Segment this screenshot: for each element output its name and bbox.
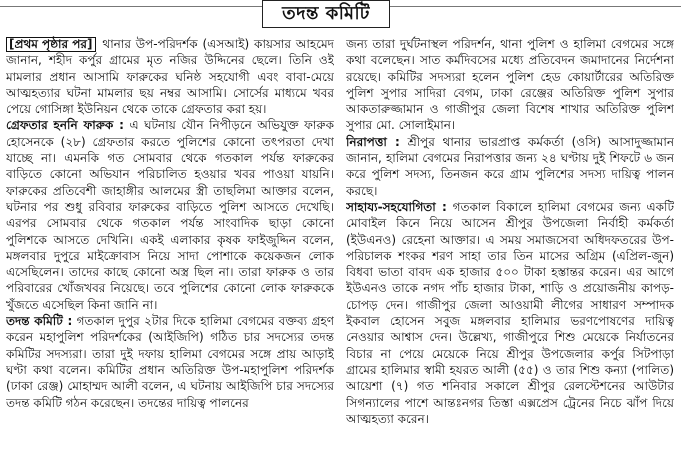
- paragraph-text: গতকাল বিকালে হালিমা বেগমের জন্য একটি মোবাইল কিনে নিয়ে আসেন শ্রীপুর উপজেলা নির্বাহী কর্মকর্তা (ইউএনও) রেহেনা আক্তার। এ সময় সমাজসেবা অধিদফতরের উপ-পরিচালক শংকর শরণ সাহা তার তিন মাসের অগ্রিম (এপ্রিল-জুন) বিধবা ভাতা বাবদ এক হাজার ৫০০ টাকা হস্তান্তর করেন। এর আগে ইউএনও তাকে নগদ পাঁচ হাজার টাকা, শাড়ি ও প্রয়োজনীয় কাপড়-চোপড় দেন। গাজীপুর জেলা আওয়ামী লীগের সাধারণ সম্পাদক ইকবাল হোসেন সবুজ মঙ্গলবার হালিমার ভরণপোষণের দায়িত্ব নেওয়ার আশ্বাস দেন। উল্লেখ্য, গাজীপুরে শিশু মেয়েকে নির্যাতনের বিচার না পেয়ে মেয়েকে নিয়ে শ্রীপুর উপজেলার কর্পুর সিটপাড়া গ্রামের হালিমার স্বামী হযরত আলী (৫৫) ও তার শিশু কন্যা (পালিত) আয়েশা (৭) গত শনিবার সকালে শ্রীপুর রেলস্টেশনের আউটার সিগন্যালের পাশে আন্তঃনগর তিস্তা এক্সপ্রেস ট্রেনের নিচে ঝাঁপ দিয়ে আত্মহত্যা করেন।: [346, 199, 674, 426]
- paragraph-continuation: [6, 36, 334, 117]
- paragraph-arrest: [6, 117, 334, 313]
- paragraph-text: শ্রীপুর থানার ভারপ্রাপ্ত কর্মকর্তা (ওসি) আসাদুজ্জামান জানান, হালিমা বেগমের নিরাপত্তার জন্য ২৪ ঘণ্টায় দুই শিফটে ৬ জন করে পুলিশ সদস্য, তিনজন করে গ্রাম পুলিশের সদস্য দায়িত্ব পালন করছে।: [346, 134, 674, 198]
- paragraph-text: এ ঘটনায় যৌন নিপীড়নে অভিযুক্ত ফারুক হোসেনকে (২৮) গ্রেফতার করতে পুলিশের কোনো তৎপরতা দেখা যাচ্ছে না। এমনকি গত সোমবার থেকে গতকাল পর্যন্ত ফারুকের বাড়িতে কোনো অভিযান পরিচালিত হওয়ার খবর পাওয়া যায়নি। ফারুকের প্রতিবেশী জাহাঙ্গীর আলমের স্ত্রী তাছলিমা আক্তার বলেন, ঘটনার পর শুধু রবিবার ফারুকের বাড়িতে পুলিশ আসতে দেখেছি। এরপর সোমবার থেকে গতকাল পর্যন্ত সাংবাদিক ছাড়া কোনো পুলিশকে আসতে দেখিনি। একই এলাকার কৃষক ফাইজুদ্দিন বলেন, মঙ্গলবার দুপুরে মাইক্রোবাস নিয়ে সাদা পোশাকে কয়েকজন লোক এসেছিলেন। তাদের কাছে কোনো অস্ত্র ছিল না। তারা ফারুক ও তার পরিবারের খোঁজখবর নিয়েছে। তবে পুলিশের কোনো লোক ফারুককে খুঁজতে এসেছিল কিনা জানি না।: [6, 118, 334, 312]
- right-column: [346, 36, 674, 446]
- paragraph-text: থানার উপ-পরিদর্শক (এসআই) কায়সার আহমেদ জানান, শহীদ কর্পুর গ্রামের মৃত নজির উদ্দিনের ছেলে। তিনি ওই মামলার প্রধান আসামি ফারুকের ঘনিষ্ঠ সহযোগী এবং বাবা-মেয়ে আত্মহত্যার ঘটনা মামলার ছয় নম্বর আসামি। সোর্সের মাধ্যমে খবর পেয়ে গোসিঙ্গা ইউনিয়ন থেকে তাকে গ্রেফতার করা হয়।: [6, 37, 334, 117]
- left-column: [6, 36, 334, 446]
- continuation-kicker: [প্রথম পৃষ্ঠার পর]: [6, 37, 96, 52]
- paragraph-committee: [6, 313, 334, 411]
- subheading-committee: তদন্ত কমিটি :: [6, 314, 73, 329]
- paragraph-text: গতকাল দুপুর ২টার দিকে হালিমা বেগমের বক্তব্য গ্রহণ করেন মহাপুলিশ পরিদর্শকের (আইজিপি) গঠিত চার সদস্যের তদন্ত কমিটির সদস্যরা। তারা দুই দফায় হালিমা বেগমের সঙ্গে প্রায় আড়াই ঘণ্টা কথা বলেন। কমিটির প্রধান অতিরিক্ত উপ-মহাপুলিশ পরিদর্শক (ঢাকা রেঞ্জ) মোহাম্মদ আলী বলেন, এ ঘটনায় আইজিপি চার সদস্যের তদন্ত কমিটি গঠন করেছেন। তদন্তের দায়িত্ব পালনের: [6, 314, 334, 410]
- paragraph-committee-continued: [346, 36, 674, 134]
- headline-box: [262, 0, 390, 28]
- subheading-arrest: গ্রেফতার হননি ফারুক :: [6, 118, 124, 133]
- paragraph-text: জন্য তারা দুর্ঘটনাস্থল পরিদর্শন, থানা পুলিশ ও হালিমা বেগমের সঙ্গে কথা বলেছেন। সাত কর্মদিবসের মধ্যে প্রতিবেদন জমাদানের নির্দেশনা রয়েছে। কমিটির সদস্যরা হলেন পুলিশ হেড কোয়ার্টারের অতিরিক্ত পুলিশ সুপার সাদিরা বেগম, ঢাকা রেঞ্জের অতিরিক্ত পুলিশ সুপার আকতারুজ্জামান ও গাজীপুর জেলা বিশেষ শাখার অতিরিক্ত পুলিশ সুপার মো. সোলাইমান।: [346, 37, 674, 133]
- article-columns: [6, 36, 674, 446]
- headline: তদন্ত কমিটি: [282, 2, 370, 24]
- paragraph-security: [346, 134, 674, 199]
- subheading-assistance: সাহায্য-সহযোগিতা :: [346, 199, 447, 214]
- subheading-security: নিরাপত্তা :: [346, 134, 400, 149]
- paragraph-assistance: [346, 199, 674, 427]
